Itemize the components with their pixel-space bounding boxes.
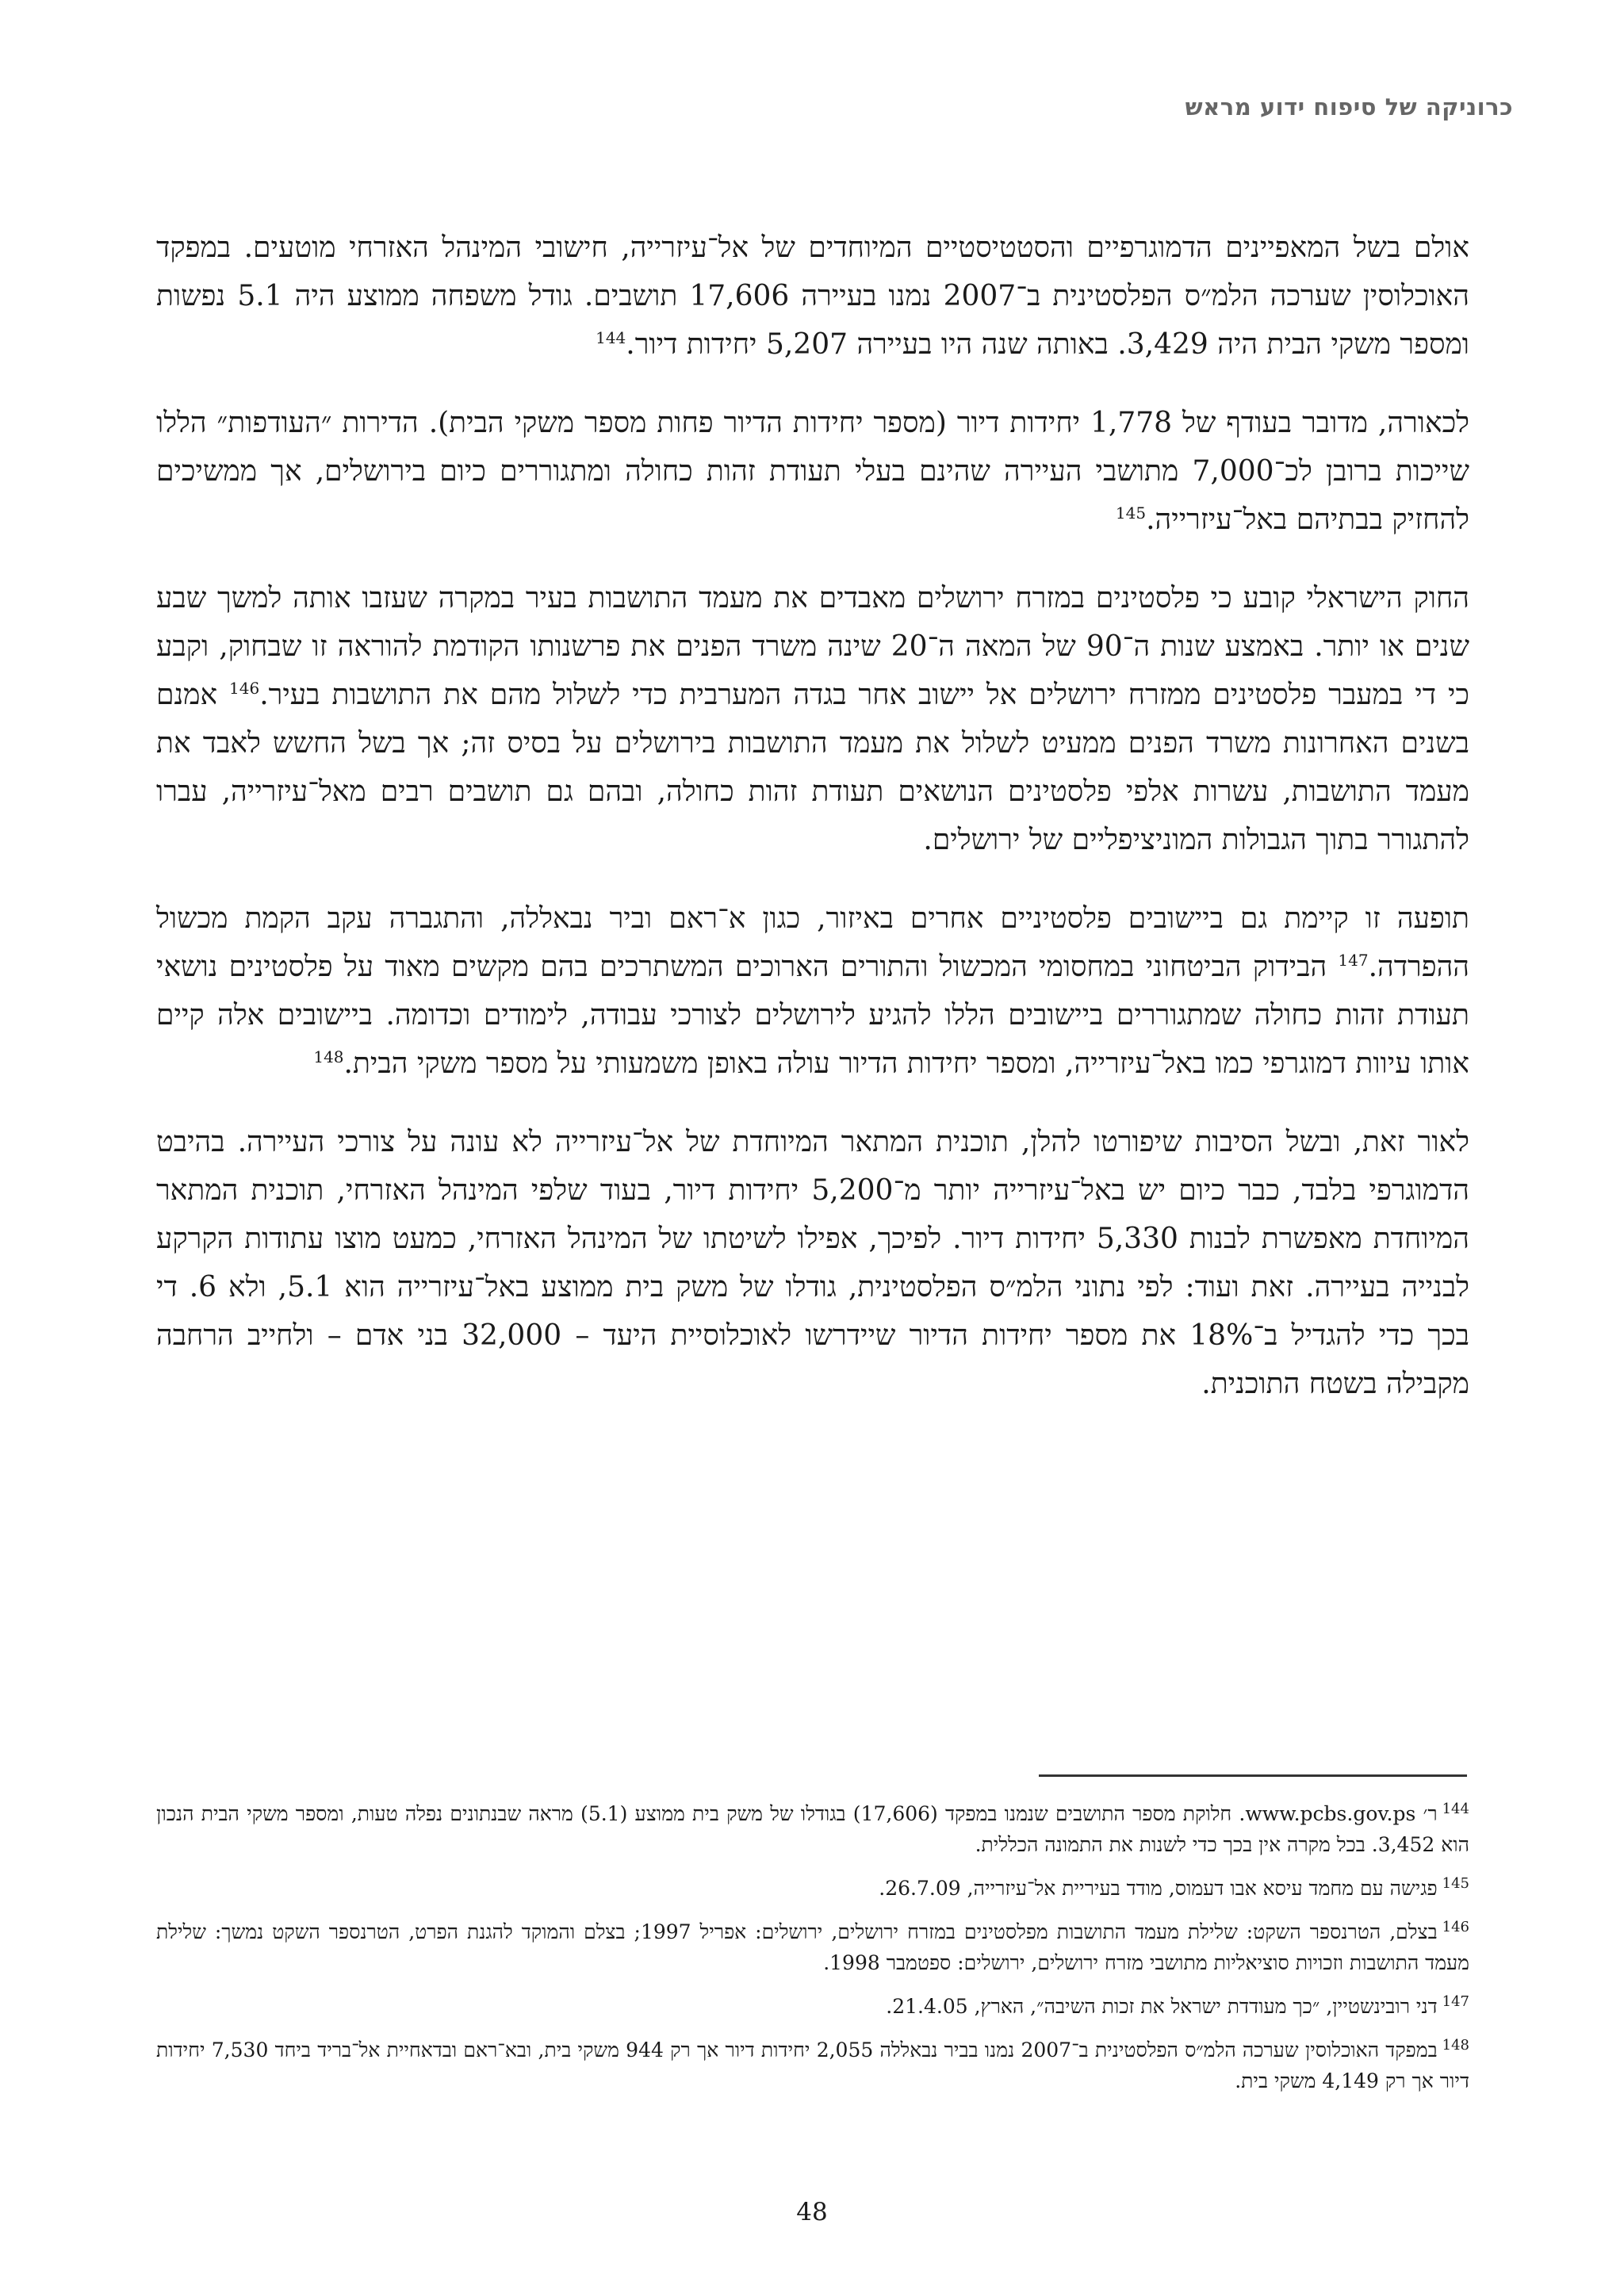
footnote-text: דני רובינשטיין, ״כך מעודדת ישראל את זכות השיבה״, הארץ, 21.4.05. [886, 1995, 1438, 2018]
paragraph-3 [156, 574, 1469, 864]
footnote-145 [156, 1873, 1469, 1904]
footnote-number: 148 [1442, 2036, 1470, 2054]
footnotes [156, 1798, 1469, 2109]
footnote-number: 144 [1442, 1800, 1469, 1817]
footnote-text: בצלם, הטרנספר השקט: שלילת מעמד התושבות מפלסטינים במזרח ירושלים, ירושלים: אפריל 1997; בצלם והמוקד להגנת הפרט, הטרנספר השקט נמשך: שלילת מעמד התושבות וזכויות סוציאליות מתושבי מזרח ירושלים, ירושלים: ספטמבר 1998. [156, 1920, 1469, 1974]
footnote-reference[interactable]: 144 [596, 328, 626, 347]
footnote-divider [1039, 1774, 1467, 1777]
footnote-number: 147 [1442, 1992, 1469, 2010]
body-text [156, 224, 1469, 1438]
paragraph-text: החוק הישראלי קובע כי פלסטינים במזרח ירושלים מאבדים את מעמד התושבות בעיר במקרה שעזבו אותה למשך שבע שנים או יותר. באמצע שנות ה־90 של המאה ה־20 שינה משרד הפנים את פרשנותו הקודמת להוראה זו שבחוק, וקבע כי די במעבר פלסטינים ממזרח ירושלים אל יישוב אחר בגדה המערבית כדי לשלול מהם את התושבות בעיר. [156, 582, 1470, 711]
paragraph-text: לכאורה, מדובר בעודף של 1,778 יחידות דיור (מספר יחידות הדיור פחות מספר משקי הבית). הדירות ״העודפות״ הללו שייכות ברובן לכ־7,000 מתושבי העיירה שהינם בעלי תעודת זהות כחולה ומתגוררים כיום בירושלים, אך ממשיכים להחזיק בבתיהם באל־עיזרייה. [156, 407, 1470, 536]
running-head: כרוניקה של סיפוח ידוע מראש [1185, 94, 1513, 121]
footnote-reference[interactable]: 148 [313, 1047, 344, 1066]
footnote-146 [156, 1916, 1469, 1978]
footnote-144 [156, 1798, 1469, 1860]
footnote-reference[interactable]: 147 [1338, 951, 1369, 970]
paragraph-1 [156, 224, 1469, 369]
paragraph-4 [156, 894, 1469, 1088]
footnote-text: במפקד האוכלוסין שערכה הלמ״ס הפלסטינית ב־2007 נמנו בביר נבאללה 2,055 יחידות דיור אך רק 944 משקי בית, ובא־ראם ובדאחיית אל־בריד ביחד 7,530 יחידות דיור אך רק 4,149 משקי בית. [156, 2038, 1469, 2092]
footnote-number: 145 [1442, 1874, 1469, 1892]
footnote-reference[interactable]: 145 [1115, 503, 1147, 523]
footnote-number: 146 [1442, 1918, 1469, 1935]
footnote-147 [156, 1991, 1469, 2022]
paragraph-text-continued: הבידוק הביטחוני במחסומי המכשול והתורים הארוכים המשתרכים בהם מקשים מאוד על פלסטינים נושאי תעודת זהות כחולה שמתגוררים ביישובים הללו להגיע לירושלים לצורכי עבודה, לימודים וכדומה. ביישובים אלה קיים אותו עיוות דמוגרפי כמו באל־עיזרייה, ומספר יחידות הדיור עולה באופן משמעותי על מספר משקי הבית. [156, 951, 1469, 1080]
footnote-148 [156, 2035, 1469, 2096]
footnote-reference[interactable]: 146 [229, 679, 260, 698]
paragraph-5 [156, 1118, 1469, 1408]
page-number: 48 [796, 2198, 828, 2226]
paragraph-text: אולם בשל המאפיינים הדמוגרפיים והסטטיסטיים המיוחדים של אל־עיזרייה, חישובי המינהל האזרחי מוטעים. במפקד האוכלוסין שערכה הלמ״ס הפלסטינית ב־2007 נמנו בעיירה 17,606 תושבים. גודל משפחה ממוצע היה 5.1 נפשות ומספר משקי הבית היה 3,429. באותה שנה היו בעיירה 5,207 יחידות דיור. [156, 232, 1469, 361]
footnote-text: ר׳ www.pcbs.gov.ps. חלוקת מספר התושבים שנמנו במפקד (17,606) בגודלו של משק בית ממוצע (5.1) מראה שבנתונים נפלה טעות, ומספר משקי הבית הנכון הוא 3,452. בכל מקרה אין בכך כדי לשנות את התמונה הכללית. [156, 1802, 1469, 1856]
paragraph-text-continued: אמנם בשנים האחרונות משרד הפנים ממעיט לשלול את מעמד התושבות בירושלים על בסיס זה; אך בשל החשש לאבד את מעמד התושבות, עשרות אלפי פלסטינים הנושאים תעודת זהות כחולה, ובהם גם תושבים רבים מאל־עיזרייה, עברו להתגורר בתוך הגבולות המוניציפליים של ירושלים. [156, 679, 1469, 856]
paragraph-2 [156, 399, 1469, 544]
footnote-text: פגישה עם מחמד עיסא אבו דעמוס, מודד בעיריית אל־עיזרייה, 26.7.09. [879, 1877, 1438, 1900]
paragraph-text: תופעה זו קיימת גם ביישובים פלסטיניים אחרים באיזור, כגון א־ראם וביר נבאללה, והתגברה עקב הקמת מכשול ההפרדה. [156, 902, 1469, 983]
paragraph-text: לאור זאת, ובשל הסיבות שיפורטו להלן, תוכנית המתאר המיוחדת של אל־עיזרייה לא עונה על צורכי העיירה. בהיבט הדמוגרפי בלבד, כבר כיום יש באל־עיזרייה יותר מ־5,200 יחידות דיור, בעוד שלפי המינהל האזרחי, תוכנית המתאר המיוחדת מאפשרת לבנות 5,330 יחידות דיור. לפיכך, אפילו לשיטתו של המינהל האזרחי, כמעט מוצו עתודות הקרקע לבנייה בעיירה. זאת ועוד: לפי נתוני הלמ״ס הפלסטינית, גודלו של משק בית ממוצע באל־עיזרייה הוא 5.1, ולא 6. די בכך כדי להגדיל ב־18% את מספר יחידות הדיור שיידרשו לאוכלוסיית היעד – 32,000 בני אדם – ולחייב הרחבה מקבילה בשטח התוכנית. [156, 1126, 1470, 1400]
